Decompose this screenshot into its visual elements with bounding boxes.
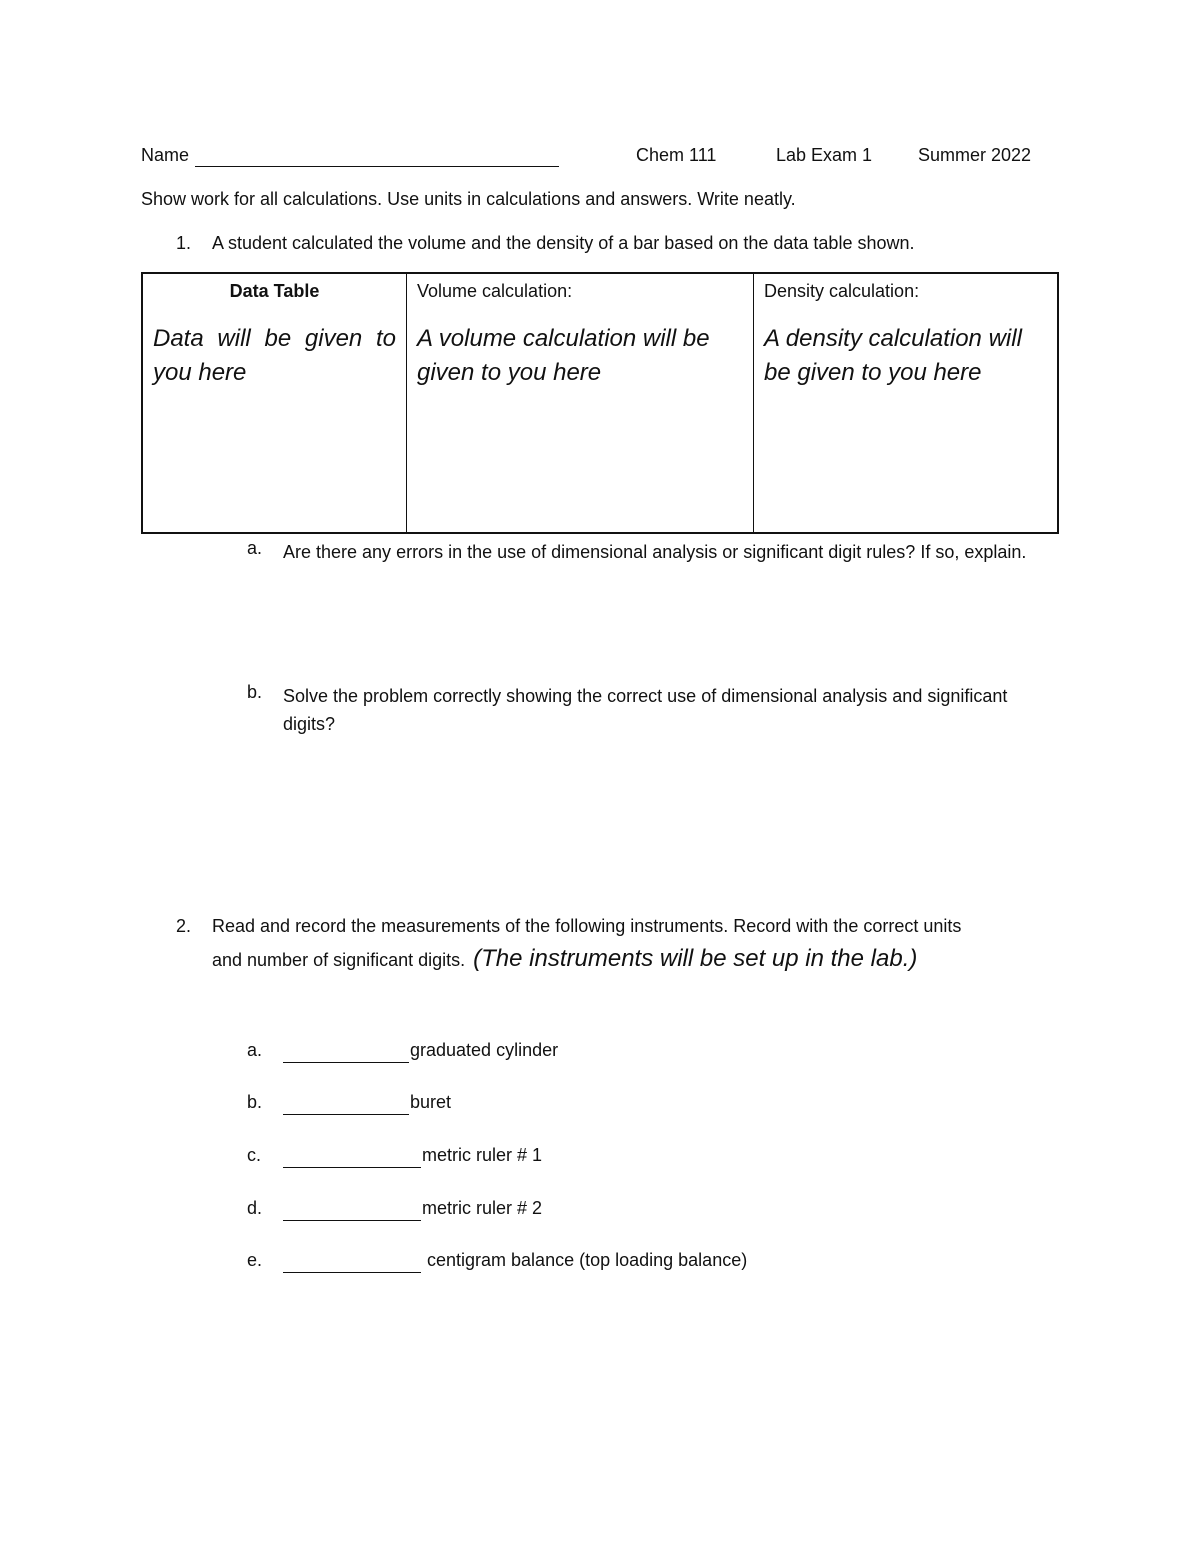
term-label: Summer 2022 [918,145,1032,165]
instrument-letter: d. [247,1198,263,1218]
answer-blank[interactable] [283,1114,409,1115]
answer-blank[interactable] [283,1220,421,1221]
question-1a-letter: a. [247,538,263,558]
instrument-label: buret [410,1092,452,1112]
question-1-number: 1. [176,233,192,253]
instructions-text: Show work for all calculations. Use units in calculations and answers. Write neatly. [141,189,796,209]
exam-label: Lab Exam 1 [776,145,873,165]
table-header-volume: Volume calculation: [417,281,573,301]
instrument-letter: e. [247,1250,263,1270]
instrument-letter: b. [247,1092,263,1112]
instrument-label: centigram balance (top loading balance) [422,1250,748,1270]
question-2-line-2-text: and number of significant digits. [212,950,466,970]
question-2-number: 2. [176,916,192,936]
table-body-data: Data will be given to you here [153,325,396,386]
instrument-letter: a. [247,1040,263,1060]
question-2-line-1: Read and record the measurements of the following instruments. Record with the correct units [212,916,962,936]
answer-blank[interactable] [283,1062,409,1063]
table-cell-volume [407,274,754,532]
data-table [141,272,1059,534]
table-header-density: Density calculation: [764,281,920,301]
instrument-label: metric ruler # 2 [422,1198,543,1218]
table-cell-data [143,274,407,532]
answer-blank[interactable] [283,1167,421,1168]
answer-blank[interactable] [283,1272,421,1273]
question-1a-text: Are there any errors in the use of dimensional analysis or significant digit rules? If so, explain. [283,542,1027,562]
table-body-volume: A volume calculation will be given to you here [417,325,710,386]
table-header-data: Data Table [229,281,320,301]
question-1-text: A student calculated the volume and the density of a bar based on the data table shown. [212,233,915,253]
question-2-line-2 [212,945,917,973]
question-1b-letter: b. [247,682,263,702]
instrument-letter: c. [247,1145,262,1165]
table-body-density: A density calculation will be given to you here [764,325,1022,386]
name-blank-line[interactable] [195,166,559,167]
course-label: Chem 111 [636,145,717,165]
table-cell-density [754,274,1057,532]
instrument-label: metric ruler # 1 [422,1145,543,1165]
question-1b-text: Solve the problem correctly showing the correct use of dimensional analysis and significant digits? [283,686,1008,734]
instrument-label: graduated cylinder [410,1040,559,1060]
name-label: Name [141,145,190,165]
question-2-emphasis: (The instruments will be set up in the lab.) [473,945,918,972]
